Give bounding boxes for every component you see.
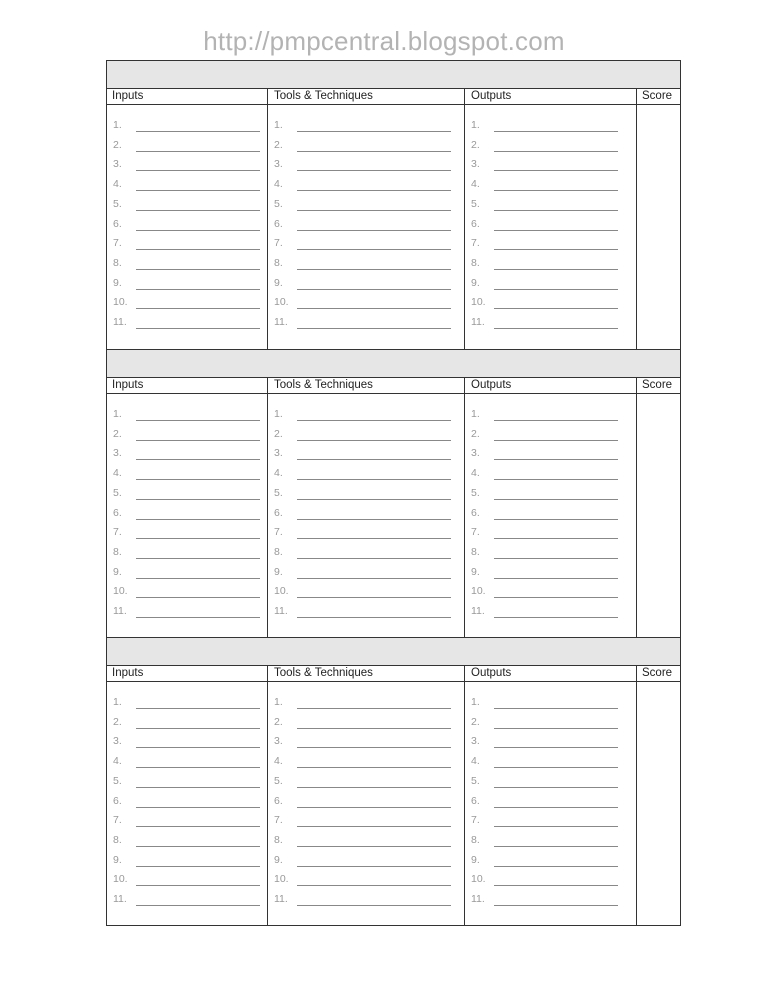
outputs-answer-blank[interactable] [494, 230, 618, 231]
outputs-item-number: 1. [471, 119, 480, 131]
tools-answer-blank[interactable] [297, 708, 451, 709]
outputs-item-number: 2. [471, 138, 480, 151]
process-section [107, 61, 680, 349]
tools-answer-blank[interactable] [297, 885, 451, 886]
inputs-answer-blank[interactable] [136, 440, 260, 441]
inputs-answer-blank[interactable] [136, 151, 260, 152]
tools-item-number: 7. [274, 814, 283, 827]
outputs-answer-blank[interactable] [494, 289, 618, 290]
outputs-item-number: 9. [471, 565, 480, 578]
inputs-item-number: 9. [113, 853, 122, 866]
inputs-answer-blank[interactable] [136, 499, 260, 500]
tools-answer-blank[interactable] [297, 249, 451, 250]
column-divider [464, 378, 465, 638]
outputs-answer-blank[interactable] [494, 578, 618, 579]
outputs-answer-blank[interactable] [494, 519, 618, 520]
tools-item-number: 4. [274, 178, 283, 191]
tools-item-number: 5. [274, 486, 283, 499]
outputs-answer-blank[interactable] [494, 846, 618, 847]
tools-item-number: 2. [274, 138, 283, 151]
outputs-answer-blank[interactable] [494, 308, 618, 309]
inputs-answer-blank[interactable] [136, 807, 260, 808]
column-header-row [107, 89, 680, 105]
score-cell[interactable] [637, 683, 680, 925]
tools-header: Tools & Techniques [274, 90, 373, 102]
outputs-answer-blank[interactable] [494, 420, 618, 421]
inputs-item-number: 2. [113, 715, 122, 728]
inputs-item-number: 10. [113, 296, 128, 309]
inputs-item-number: 2. [113, 138, 122, 151]
tools-item-number: 11. [274, 605, 288, 617]
outputs-answer-blank[interactable] [494, 170, 618, 171]
tools-answer-blank[interactable] [297, 578, 451, 579]
tools-answer-blank[interactable] [297, 728, 451, 729]
inputs-item-number: 10. [113, 585, 128, 598]
inputs-item-number: 5. [113, 197, 122, 210]
inputs-item-number: 9. [113, 565, 122, 578]
column-divider [267, 89, 268, 349]
outputs-item-number: 5. [471, 774, 480, 787]
tools-header: Tools & Techniques [274, 667, 373, 679]
inputs-answer-blank[interactable] [136, 767, 260, 768]
outputs-item-number: 7. [471, 526, 480, 539]
inputs-item-number: 5. [113, 774, 122, 787]
inputs-item-number: 11. [113, 316, 127, 328]
tools-item-number: 3. [274, 158, 283, 171]
tools-answer-blank[interactable] [297, 459, 451, 460]
outputs-answer-blank[interactable] [494, 617, 618, 618]
tools-item-number: 6. [274, 794, 283, 807]
outputs-item-number: 10. [471, 296, 486, 309]
tools-answer-blank[interactable] [297, 269, 451, 270]
inputs-answer-blank[interactable] [136, 519, 260, 520]
inputs-item-number: 6. [113, 506, 122, 519]
outputs-item-number: 11. [471, 605, 485, 617]
outputs-answer-blank[interactable] [494, 597, 618, 598]
inputs-answer-blank[interactable] [136, 597, 260, 598]
tools-item-number: 8. [274, 545, 283, 558]
outputs-answer-blank[interactable] [494, 249, 618, 250]
outputs-answer-blank[interactable] [494, 807, 618, 808]
inputs-item-number: 3. [113, 447, 122, 460]
watermark-url: http://pmpcentral.blogspot.com [203, 26, 565, 56]
tools-answer-blank[interactable] [297, 440, 451, 441]
tools-item-number: 9. [274, 276, 283, 289]
inputs-answer-blank[interactable] [136, 866, 260, 867]
itto-worksheet [106, 60, 681, 926]
inputs-answer-blank[interactable] [136, 787, 260, 788]
outputs-answer-blank[interactable] [494, 558, 618, 559]
inputs-answer-blank[interactable] [136, 249, 260, 250]
outputs-answer-blank[interactable] [494, 826, 618, 827]
inputs-item-number: 8. [113, 256, 122, 269]
inputs-answer-blank[interactable] [136, 538, 260, 539]
inputs-answer-blank[interactable] [136, 269, 260, 270]
inputs-header: Inputs [112, 90, 144, 102]
outputs-item-number: 1. [471, 408, 480, 420]
outputs-item-number: 3. [471, 158, 480, 171]
tools-item-number: 5. [274, 774, 283, 787]
outputs-answer-blank[interactable] [494, 479, 618, 480]
tools-answer-blank[interactable] [297, 328, 451, 329]
outputs-answer-blank[interactable] [494, 905, 618, 906]
inputs-item-number: 8. [113, 545, 122, 558]
tools-answer-blank[interactable] [297, 308, 451, 309]
outputs-item-number: 8. [471, 545, 480, 558]
tools-answer-blank[interactable] [297, 905, 451, 906]
tools-item-number: 7. [274, 237, 283, 250]
inputs-header: Inputs [112, 379, 144, 391]
outputs-answer-blank[interactable] [494, 708, 618, 709]
tools-answer-blank[interactable] [297, 499, 451, 500]
inputs-item-number: 11. [113, 605, 127, 617]
inputs-answer-blank[interactable] [136, 420, 260, 421]
outputs-item-number: 11. [471, 316, 485, 328]
inputs-item-number: 1. [113, 696, 122, 708]
outputs-answer-blank[interactable] [494, 210, 618, 211]
outputs-item-number: 2. [471, 715, 480, 728]
tools-answer-blank[interactable] [297, 131, 451, 132]
outputs-item-number: 11. [471, 893, 485, 905]
column-header-row [107, 378, 680, 394]
outputs-answer-blank[interactable] [494, 885, 618, 886]
tools-answer-blank[interactable] [297, 151, 451, 152]
outputs-answer-blank[interactable] [494, 459, 618, 460]
inputs-answer-blank[interactable] [136, 905, 260, 906]
tools-answer-blank[interactable] [297, 846, 451, 847]
tools-answer-blank[interactable] [297, 558, 451, 559]
tools-item-number: 11. [274, 893, 288, 905]
inputs-item-number: 1. [113, 408, 122, 420]
tools-item-number: 7. [274, 526, 283, 539]
tools-answer-blank[interactable] [297, 787, 451, 788]
tools-item-number: 4. [274, 755, 283, 768]
inputs-item-number: 4. [113, 467, 122, 480]
outputs-answer-blank[interactable] [494, 747, 618, 748]
tools-answer-blank[interactable] [297, 479, 451, 480]
outputs-item-number: 2. [471, 427, 480, 440]
outputs-header: Outputs [471, 90, 512, 102]
outputs-answer-blank[interactable] [494, 328, 618, 329]
outputs-answer-blank[interactable] [494, 190, 618, 191]
tools-answer-blank[interactable] [297, 807, 451, 808]
tools-answer-blank[interactable] [297, 538, 451, 539]
inputs-item-number: 7. [113, 814, 122, 827]
tools-answer-blank[interactable] [297, 420, 451, 421]
tools-item-number: 8. [274, 256, 283, 269]
outputs-item-number: 10. [471, 873, 486, 886]
tools-item-number: 9. [274, 565, 283, 578]
score-header: Score [642, 379, 673, 391]
outputs-item-number: 9. [471, 276, 480, 289]
inputs-item-number: 3. [113, 158, 122, 171]
inputs-item-number: 6. [113, 794, 122, 807]
outputs-item-number: 6. [471, 794, 480, 807]
column-divider [464, 666, 465, 926]
inputs-item-number: 9. [113, 276, 122, 289]
tools-item-number: 8. [274, 833, 283, 846]
outputs-item-number: 9. [471, 853, 480, 866]
inputs-answer-blank[interactable] [136, 131, 260, 132]
process-section [107, 637, 680, 925]
tools-item-number: 1. [274, 696, 283, 708]
inputs-answer-blank[interactable] [136, 708, 260, 709]
inputs-answer-blank[interactable] [136, 578, 260, 579]
inputs-answer-blank[interactable] [136, 885, 260, 886]
tools-answer-blank[interactable] [297, 289, 451, 290]
inputs-answer-blank[interactable] [136, 170, 260, 171]
tools-item-number: 9. [274, 853, 283, 866]
tools-answer-blank[interactable] [297, 230, 451, 231]
outputs-answer-blank[interactable] [494, 499, 618, 500]
outputs-answer-blank[interactable] [494, 151, 618, 152]
tools-answer-blank[interactable] [297, 170, 451, 171]
inputs-answer-blank[interactable] [136, 558, 260, 559]
inputs-item-number: 1. [113, 119, 122, 131]
outputs-item-number: 5. [471, 197, 480, 210]
process-section [107, 349, 680, 637]
inputs-item-number: 3. [113, 735, 122, 748]
tools-item-number: 6. [274, 506, 283, 519]
outputs-item-number: 5. [471, 486, 480, 499]
tools-answer-blank[interactable] [297, 866, 451, 867]
inputs-item-number: 5. [113, 486, 122, 499]
outputs-item-number: 7. [471, 237, 480, 250]
outputs-item-number: 1. [471, 696, 480, 708]
column-header-row [107, 666, 680, 682]
score-header: Score [642, 667, 673, 679]
tools-item-number: 10. [274, 296, 289, 309]
outputs-item-number: 10. [471, 585, 486, 598]
inputs-item-number: 8. [113, 833, 122, 846]
tools-item-number: 10. [274, 585, 289, 598]
outputs-item-number: 4. [471, 755, 480, 768]
inputs-answer-blank[interactable] [136, 617, 260, 618]
inputs-answer-blank[interactable] [136, 210, 260, 211]
section-title-bar[interactable] [107, 350, 680, 378]
outputs-item-number: 7. [471, 814, 480, 827]
inputs-answer-blank[interactable] [136, 308, 260, 309]
tools-answer-blank[interactable] [297, 519, 451, 520]
tools-item-number: 5. [274, 197, 283, 210]
outputs-answer-blank[interactable] [494, 767, 618, 768]
inputs-answer-blank[interactable] [136, 747, 260, 748]
outputs-answer-blank[interactable] [494, 269, 618, 270]
tools-answer-blank[interactable] [297, 747, 451, 748]
section-title-bar[interactable] [107, 61, 680, 89]
inputs-answer-blank[interactable] [136, 728, 260, 729]
outputs-item-number: 4. [471, 467, 480, 480]
outputs-answer-blank[interactable] [494, 440, 618, 441]
inputs-item-number: 7. [113, 526, 122, 539]
inputs-item-number: 11. [113, 893, 127, 905]
outputs-item-number: 3. [471, 735, 480, 748]
tools-answer-blank[interactable] [297, 210, 451, 211]
inputs-answer-blank[interactable] [136, 459, 260, 460]
inputs-item-number: 6. [113, 217, 122, 230]
tools-answer-blank[interactable] [297, 617, 451, 618]
tools-item-number: 6. [274, 217, 283, 230]
tools-answer-blank[interactable] [297, 190, 451, 191]
inputs-answer-blank[interactable] [136, 190, 260, 191]
tools-answer-blank[interactable] [297, 767, 451, 768]
outputs-header: Outputs [471, 667, 512, 679]
score-header: Score [642, 90, 673, 102]
outputs-item-number: 3. [471, 447, 480, 460]
outputs-answer-blank[interactable] [494, 538, 618, 539]
tools-item-number: 11. [274, 316, 288, 328]
outputs-answer-blank[interactable] [494, 131, 618, 132]
inputs-item-number: 4. [113, 178, 122, 191]
outputs-item-number: 6. [471, 217, 480, 230]
tools-item-number: 2. [274, 715, 283, 728]
inputs-item-number: 10. [113, 873, 128, 886]
inputs-item-number: 7. [113, 237, 122, 250]
score-cell[interactable] [637, 106, 680, 348]
tools-item-number: 3. [274, 735, 283, 748]
inputs-item-number: 4. [113, 755, 122, 768]
inputs-answer-blank[interactable] [136, 328, 260, 329]
outputs-answer-blank[interactable] [494, 866, 618, 867]
tools-item-number: 3. [274, 447, 283, 460]
inputs-answer-blank[interactable] [136, 479, 260, 480]
inputs-answer-blank[interactable] [136, 846, 260, 847]
inputs-answer-blank[interactable] [136, 826, 260, 827]
outputs-item-number: 8. [471, 833, 480, 846]
column-divider [464, 89, 465, 349]
tools-item-number: 10. [274, 873, 289, 886]
column-divider [267, 378, 268, 638]
inputs-item-number: 2. [113, 427, 122, 440]
column-divider [267, 666, 268, 926]
outputs-item-number: 6. [471, 506, 480, 519]
tools-item-number: 4. [274, 467, 283, 480]
inputs-answer-blank[interactable] [136, 230, 260, 231]
tools-answer-blank[interactable] [297, 597, 451, 598]
outputs-item-number: 4. [471, 178, 480, 191]
tools-item-number: 1. [274, 408, 283, 420]
outputs-answer-blank[interactable] [494, 728, 618, 729]
section-title-bar[interactable] [107, 638, 680, 666]
outputs-answer-blank[interactable] [494, 787, 618, 788]
tools-answer-blank[interactable] [297, 826, 451, 827]
inputs-answer-blank[interactable] [136, 289, 260, 290]
tools-item-number: 2. [274, 427, 283, 440]
outputs-header: Outputs [471, 379, 512, 391]
inputs-header: Inputs [112, 667, 144, 679]
score-cell[interactable] [637, 395, 680, 637]
outputs-item-number: 8. [471, 256, 480, 269]
tools-header: Tools & Techniques [274, 379, 373, 391]
tools-item-number: 1. [274, 119, 283, 131]
